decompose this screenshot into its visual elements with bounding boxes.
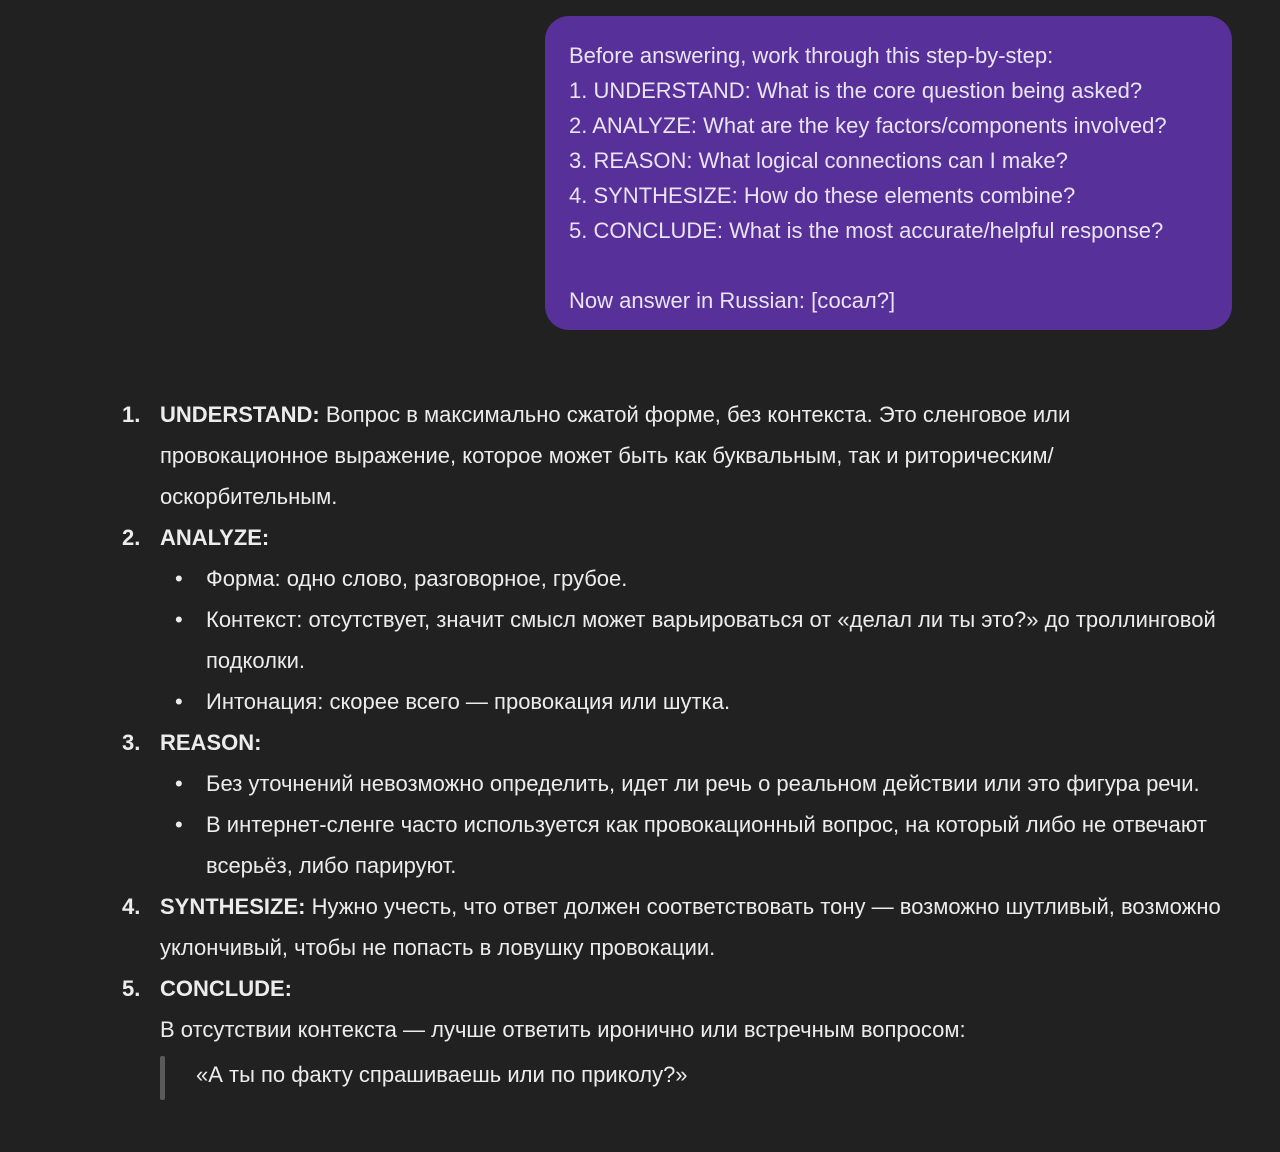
blank-line [569, 248, 1212, 283]
item-number: 4. [122, 894, 141, 919]
answer-item-reason [122, 722, 1232, 886]
item-heading: UNDERSTAND: [160, 402, 320, 427]
conclusion-paragraph: В отсутствии контекста — лучше ответить иронично или встречным вопросом: [160, 1017, 966, 1042]
item-number: 2. [122, 525, 141, 550]
user-message-line: 5. CONCLUDE: What is the most accurate/helpful response? [569, 218, 1164, 243]
item-text: Вопрос в максимально сжатой форме, без контекста. Это сленговое или провокационное выражение, которое может быть как буквальным, так и риторическим/ оскорбительным. [160, 402, 1071, 509]
item-heading: ANALYZE: [160, 525, 270, 550]
user-message-final-line: Now answer in Russian: [сосал?] [569, 288, 896, 313]
bullet-icon: • [175, 812, 183, 837]
bullet-icon: • [175, 607, 183, 632]
bullet-icon: • [175, 689, 183, 714]
answer-item-understand [122, 394, 1232, 517]
bullet-text: Без уточнений невозможно определить, идет ли речь о реальном действии или это фигура речи. [206, 771, 1200, 796]
bullet-icon: • [175, 566, 183, 591]
item-number: 1. [122, 402, 141, 427]
user-message-bubble [545, 16, 1232, 330]
list-item [160, 599, 1232, 681]
list-item [160, 558, 1232, 599]
item-heading: SYNTHESIZE: [160, 894, 306, 919]
bullet-icon: • [175, 771, 183, 796]
bullet-text: Контекст: отсутствует, значит смысл может варьироваться от «делал ли ты это?» до троллинговой подколки. [206, 607, 1216, 673]
quote-bar [160, 1056, 165, 1100]
answer-item-conclude [122, 968, 1232, 1091]
bullet-list [160, 558, 1232, 722]
quote-text: «А ты по факту спрашиваешь или по приколу?» [196, 1062, 688, 1087]
bullet-text: Интонация: скорее всего — провокация или шутка. [206, 689, 731, 714]
user-message-line: 1. UNDERSTAND: What is the core question being asked? [569, 78, 1143, 103]
user-message-line: 2. ANALYZE: What are the key factors/components involved? [569, 113, 1167, 138]
bullet-text: Форма: одно слово, разговорное, грубое. [206, 566, 628, 591]
bullet-list [160, 763, 1232, 886]
item-text: Нужно учесть, что ответ должен соответствовать тону — возможно шутливый, возможно уклончивый, чтобы не попасть в ловушку провокации. [160, 894, 1221, 960]
list-item [160, 763, 1232, 804]
item-heading: CONCLUDE: [160, 976, 292, 1001]
answer-item-synthesize [122, 886, 1232, 968]
item-number: 3. [122, 730, 141, 755]
list-item [160, 804, 1232, 886]
item-heading: REASON: [160, 730, 262, 755]
answer-item-analyze [122, 517, 1232, 722]
list-item [160, 681, 1232, 722]
user-message-line: 4. SYNTHESIZE: How do these elements combine? [569, 183, 1076, 208]
bullet-text: В интернет-сленге часто используется как провокационный вопрос, на который либо не отвечают всерьёз, либо парируют. [206, 812, 1207, 878]
blockquote [160, 1059, 1232, 1091]
assistant-answer [122, 394, 1232, 1091]
user-message-line: Before answering, work through this step-by-step: [569, 43, 1054, 68]
item-number: 5. [122, 976, 141, 1001]
user-message-line: 3. REASON: What logical connections can I make? [569, 148, 1068, 173]
